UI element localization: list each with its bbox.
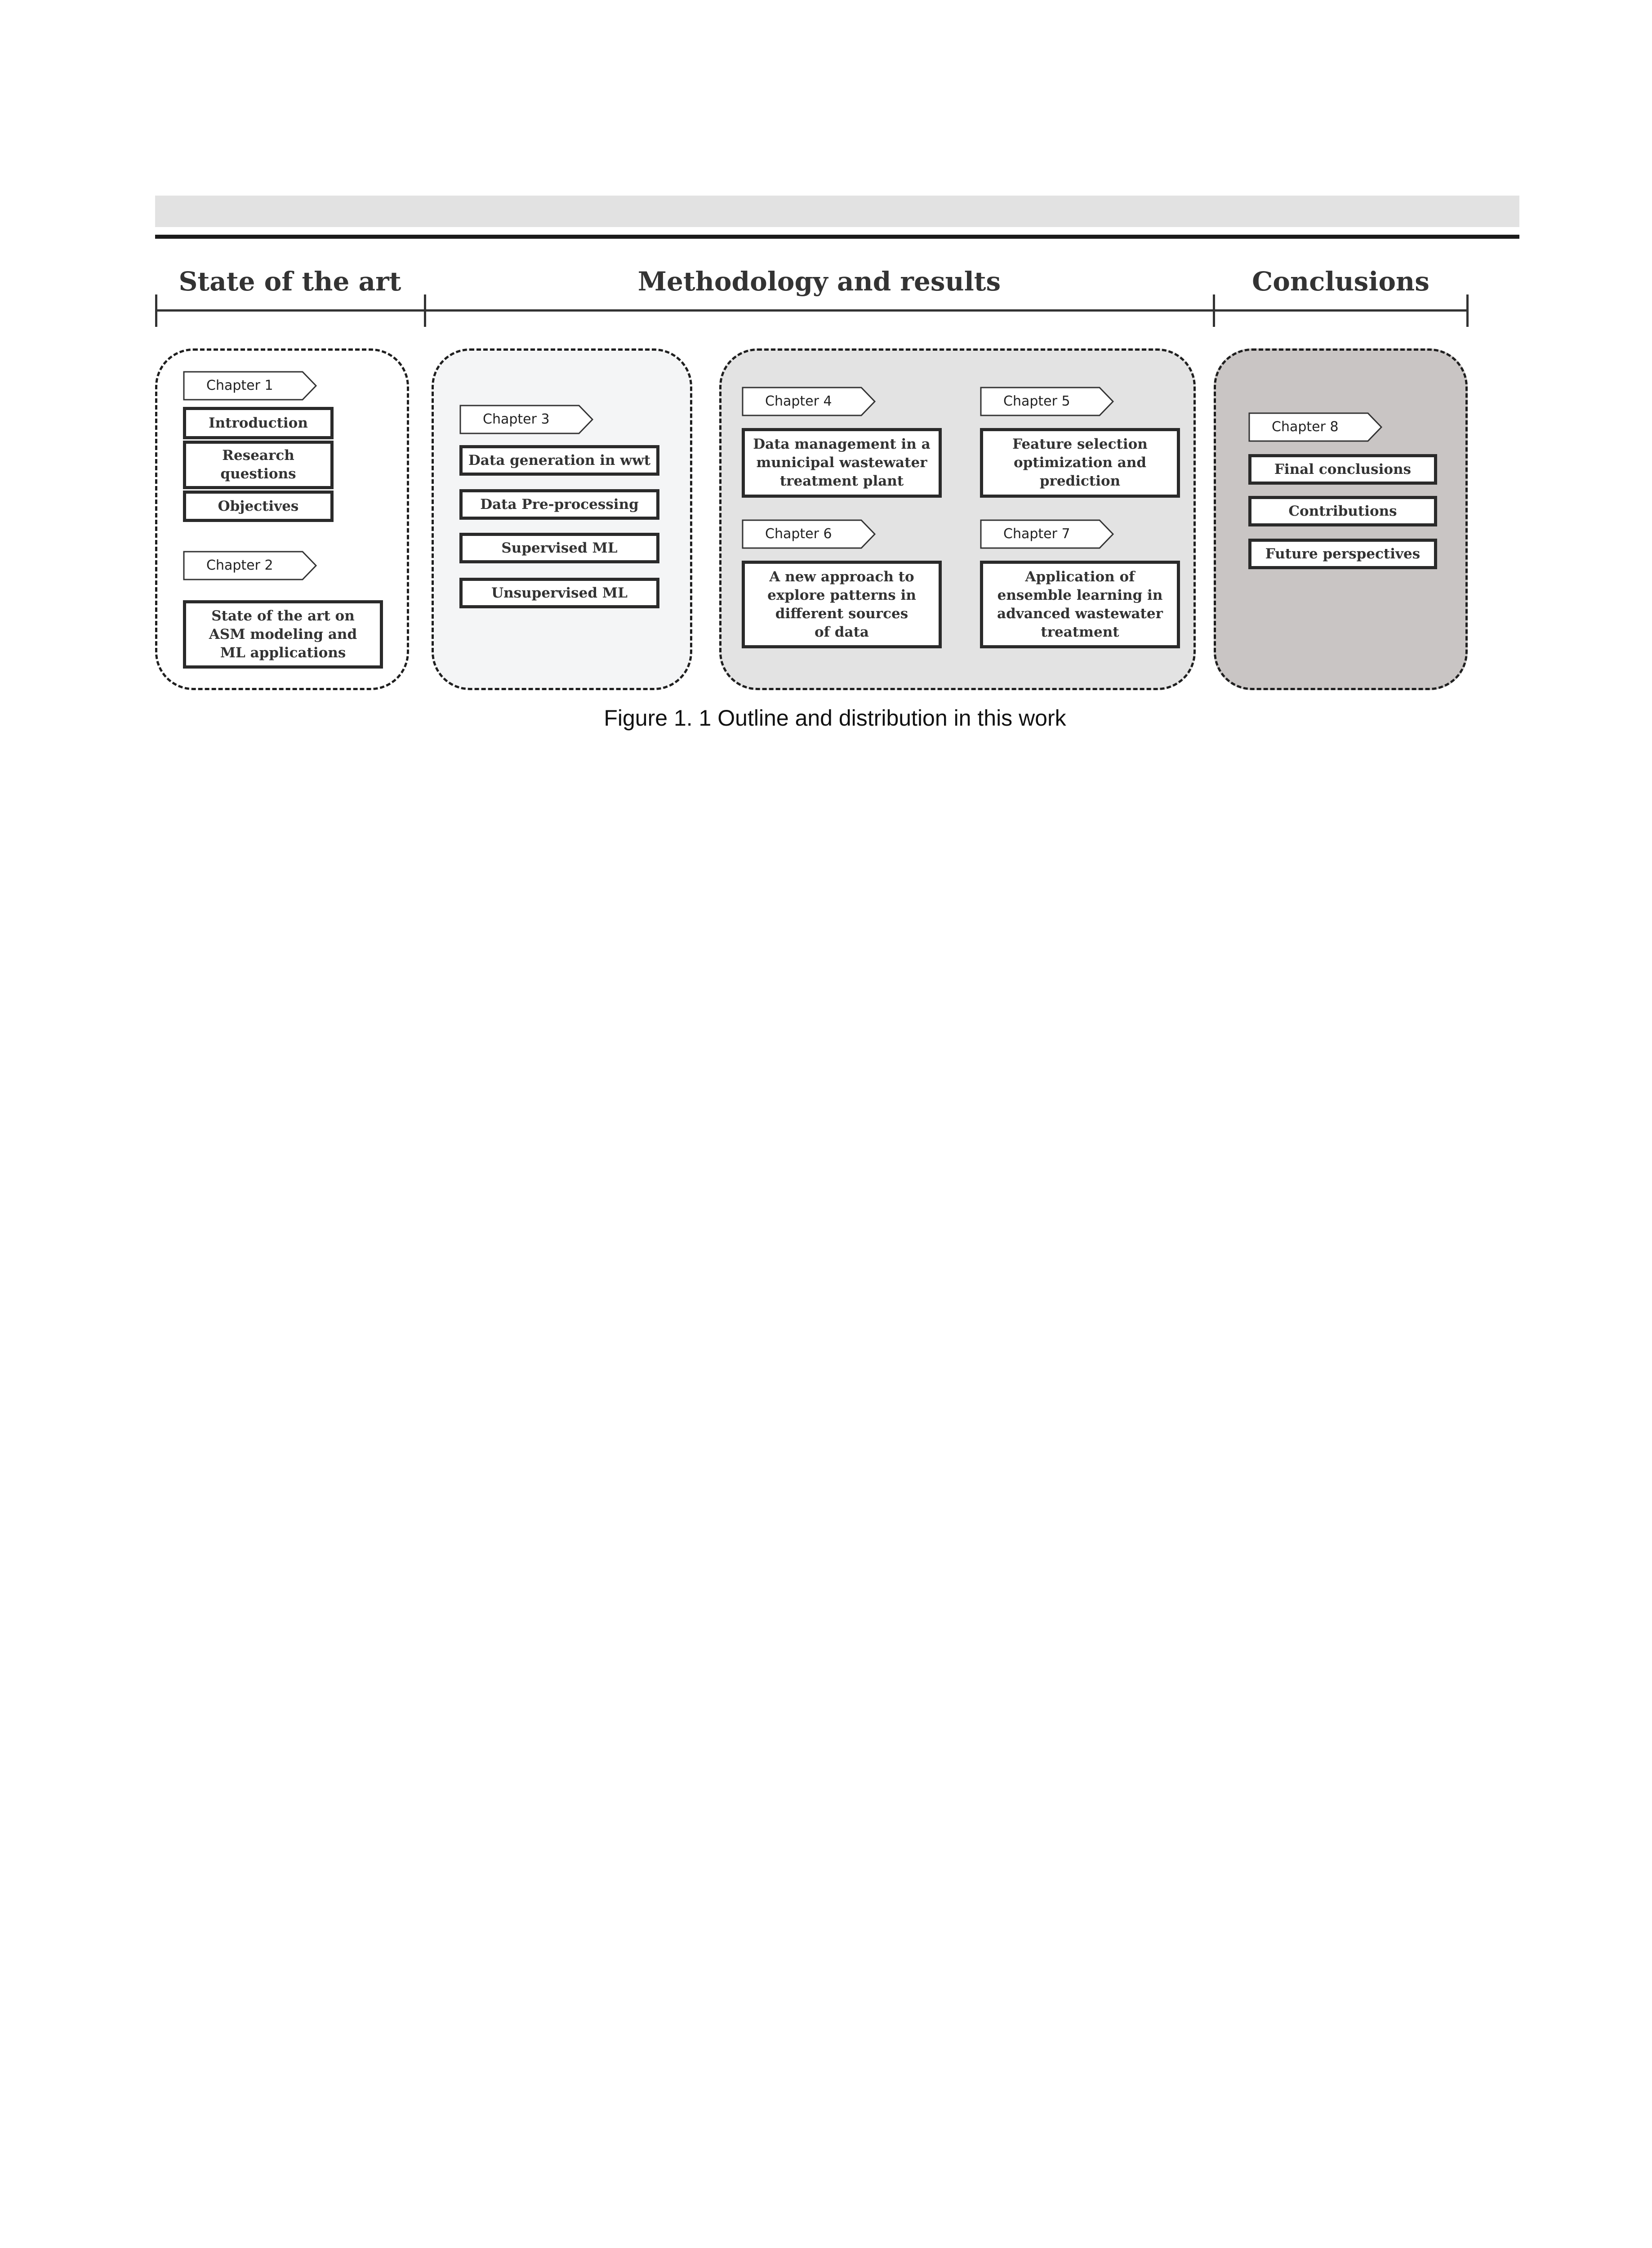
section-title-conclusions: Conclusions — [1252, 266, 1429, 297]
supervised-ml-box: Supervised ML — [459, 533, 659, 563]
bracket-tick — [155, 294, 157, 327]
state-of-the-art-asm-box: State of the art on ASM modeling and ML applications — [183, 600, 383, 669]
panel-chapter-3 — [432, 348, 692, 690]
feature-selection-box: Feature selection optimization and prediction — [980, 428, 1180, 498]
introduction-box: Introduction — [183, 407, 334, 439]
chapter-2-tag: Chapter 2 — [183, 551, 318, 580]
chapter-3-tag: Chapter 3 — [459, 405, 594, 434]
figure-caption: Figure 1. 1 Outline and distribution in this work — [604, 705, 1066, 731]
section-bracket — [155, 309, 1468, 312]
bracket-tick — [1466, 294, 1469, 327]
research-questions-box: Research questions — [183, 441, 334, 489]
header-rule — [155, 235, 1519, 239]
objectives-box: Objectives — [183, 491, 334, 522]
chapter-5-tag: Chapter 5 — [980, 387, 1115, 416]
chapter-8-tag: Chapter 8 — [1248, 412, 1383, 442]
section-title-state-of-the-art: State of the art — [178, 266, 401, 297]
chapter-6-tag: Chapter 6 — [742, 519, 877, 549]
bracket-tick — [1213, 294, 1215, 327]
section-title-methodology: Methodology and results — [637, 266, 1001, 297]
bracket-tick — [424, 294, 426, 327]
panel-chapters-4-7 — [719, 348, 1196, 690]
chapter-1-tag: Chapter 1 — [183, 371, 318, 401]
contributions-box: Contributions — [1248, 496, 1437, 526]
final-conclusions-box: Final conclusions — [1248, 454, 1437, 485]
panel-state-of-the-art — [155, 348, 409, 690]
header-band — [155, 196, 1519, 227]
unsupervised-ml-box: Unsupervised ML — [459, 578, 659, 608]
ensemble-learning-box: Application of ensemble learning in advanced wastewater treatment — [980, 561, 1180, 648]
data-preprocessing-box: Data Pre-processing — [459, 489, 659, 520]
chapter-7-tag: Chapter 7 — [980, 519, 1115, 549]
chapter-4-tag: Chapter 4 — [742, 387, 877, 416]
new-approach-box: A new approach to explore patterns in different sources of data — [742, 561, 942, 648]
data-management-box: Data management in a municipal wastewater treatment plant — [742, 428, 942, 498]
data-generation-box: Data generation in wwt — [459, 445, 659, 476]
future-perspectives-box: Future perspectives — [1248, 539, 1437, 569]
panel-conclusions — [1214, 348, 1468, 690]
